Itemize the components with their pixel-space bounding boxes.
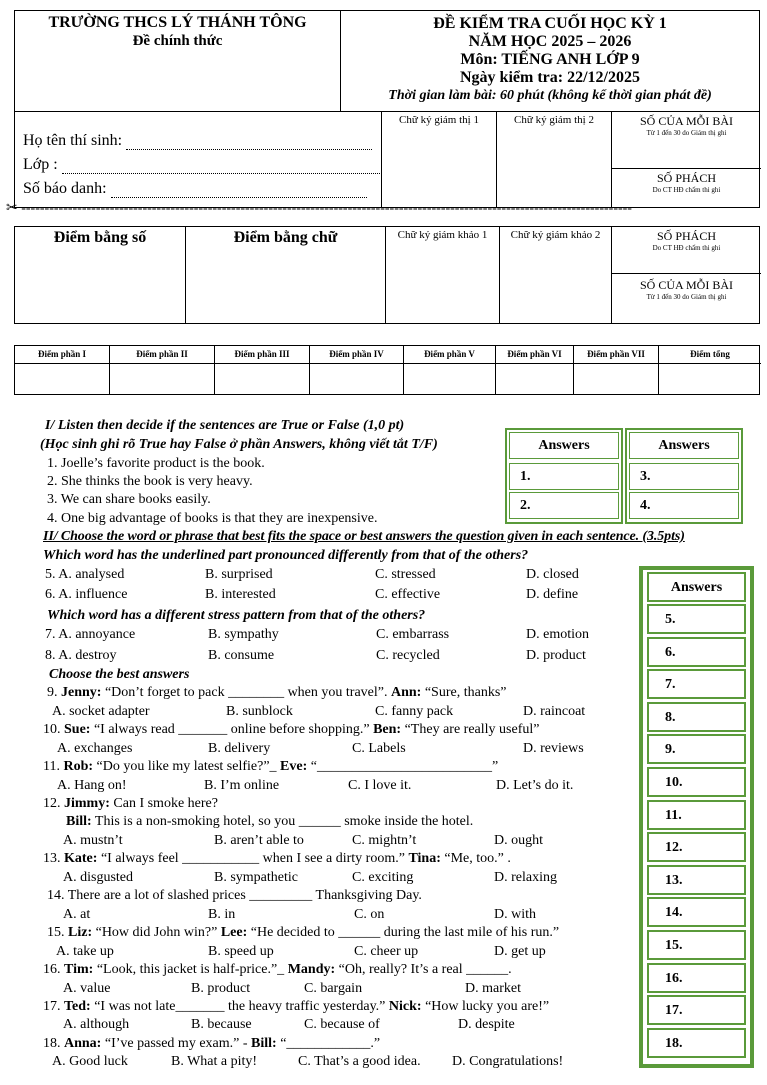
section-1-title: I/ Listen then decide if the sentences are True or False (1,0 pt)	[45, 418, 405, 433]
student-name-field[interactable]	[126, 149, 372, 150]
question-text: 9. Jenny: “Don’t forget to pack ________ when you travel”. Ann: “Sure, thanks”	[47, 685, 507, 700]
answers-header: Answers	[509, 432, 619, 459]
question-text: A. socket adapter	[52, 704, 150, 719]
question-text: B. delivery	[208, 741, 271, 756]
question-text: B. surprised	[205, 567, 273, 582]
part-scores-table	[14, 345, 760, 395]
student-info-box	[14, 112, 760, 208]
part-score-label: Điểm phần IV	[310, 346, 403, 364]
answer-field[interactable]: 12.	[647, 832, 746, 862]
question-text: B. aren’t able to	[214, 833, 304, 848]
answer-2-field[interactable]: 2.	[509, 492, 619, 519]
question-text: 10. Sue: “I always read _______ online before shopping.” Ben: “They are really useful”	[43, 722, 540, 737]
so-moi-bai-note: Từ 1 đến 30 do Giám thị ghi	[646, 129, 727, 137]
question-text: C. fanny pack	[375, 704, 454, 719]
question-text: A. Good luck	[52, 1054, 128, 1069]
question-text: 6. A. influence	[45, 587, 128, 602]
question-text: D. ought	[494, 833, 543, 848]
question-text: B. product	[191, 981, 251, 996]
examiner-signature-2-label: Chữ ký giám khảo 2	[510, 229, 601, 241]
examiner-signature-1-label: Chữ ký giám khảo 1	[397, 229, 488, 241]
candidate-id-field[interactable]	[111, 197, 367, 198]
question-text: B. because	[191, 1017, 252, 1032]
stress-question: Which word has a different stress pattern from that of the others?	[47, 608, 426, 623]
exam-title: ĐỀ KIỂM TRA CUỐI HỌC KỲ 1	[433, 15, 667, 32]
question-text: C. cheer up	[354, 944, 419, 959]
question-text: 12. Jimmy: Can I smoke here?	[43, 796, 218, 811]
school-name: TRƯỜNG THCS LÝ THÁNH TÔNG	[48, 14, 307, 31]
part-score-6[interactable]	[495, 346, 573, 394]
answers-header: Answers	[629, 432, 739, 459]
candidate-id-label: Số báo danh:	[23, 180, 107, 197]
answer-field[interactable]: 11.	[647, 800, 746, 830]
question-text: D. reviews	[523, 741, 584, 756]
question-text: 14. There are a lot of slashed prices _________ Thanksgiving Day.	[47, 888, 422, 903]
question-text: D. despite	[458, 1017, 515, 1032]
part-score-3[interactable]	[214, 346, 309, 394]
class-label: Lớp :	[23, 156, 58, 173]
student-name-row[interactable]	[23, 132, 372, 150]
question-text: D. product	[526, 648, 586, 663]
answer-4-field[interactable]: 4.	[629, 492, 739, 519]
question-text: C. stressed	[375, 567, 436, 582]
answer-field[interactable]: 10.	[647, 767, 746, 797]
question-text: D. relaxing	[494, 870, 557, 885]
question-text: 16. Tim: “Look, this jacket is half-price.”_ Mandy: “Oh, really? It’s a real ______.	[43, 962, 512, 977]
code-cell	[611, 112, 761, 207]
pronunciation-question: Which word has the underlined part pronounced differently from that of the others?	[43, 548, 529, 563]
examiner-signature-1[interactable]	[385, 227, 499, 323]
answer-field[interactable]: 13.	[647, 865, 746, 895]
question-text: C. That’s a good idea.	[298, 1054, 421, 1069]
question-text: 18. Anna: “I’ve passed my exam.” - Bill: “____________.”	[43, 1036, 381, 1051]
question-text: D. emotion	[526, 627, 589, 642]
answers-box-left	[505, 428, 623, 524]
question-text: C. Labels	[352, 741, 406, 756]
score-code-cell	[611, 227, 761, 323]
part-score-2[interactable]	[109, 346, 214, 394]
part-score-label: Điểm phần III	[215, 346, 309, 364]
question-text: B. sympathetic	[214, 870, 298, 885]
proctor-signature-1-label: Chữ ký giám thị 1	[399, 114, 479, 126]
question-text: Bill: This is a non-smoking hotel, so you ______ smoke inside the hotel.	[66, 814, 474, 829]
section-2-title: II/ Choose the word or phrase that best fits the space or best answers the question given in each sentence. (3.5pts)	[43, 529, 685, 544]
proctor-signature-2[interactable]	[496, 112, 611, 207]
question-text: C. exciting	[352, 870, 414, 885]
question-text: A. although	[63, 1017, 130, 1032]
question-text: C. I love it.	[348, 778, 412, 793]
question-text: 5. A. analysed	[45, 567, 125, 582]
answer-field[interactable]: 18.	[647, 1028, 746, 1058]
question-text: 7. A. annoyance	[45, 627, 136, 642]
score-number-cell[interactable]	[15, 227, 185, 323]
answer-field[interactable]: 15.	[647, 930, 746, 960]
question-text: B. sympathy	[208, 627, 279, 642]
score-so-moi-bai-note: Từ 1 đến 30 do Giám thị ghi	[646, 293, 727, 301]
answer-field[interactable]: 5.	[647, 604, 746, 634]
question-text: C. effective	[375, 587, 441, 602]
score-box	[14, 226, 760, 324]
so-moi-bai-label: SỐ CỦA MỖI BÀI	[639, 114, 733, 128]
best-answers-heading: Choose the best answers	[49, 667, 190, 682]
s1-item-2: 2. She thinks the book is very heavy.	[47, 474, 253, 489]
question-text: A. disgusted	[63, 870, 133, 885]
question-text: A. take up	[56, 944, 114, 959]
question-text: D. get up	[494, 944, 546, 959]
proctor-signature-1[interactable]	[381, 112, 496, 207]
question-text: A. Hang on!	[57, 778, 127, 793]
candidate-id-row[interactable]	[23, 180, 367, 198]
question-text: C. recycled	[376, 648, 440, 663]
exam-time: Thời gian làm bài: 60 phút (không kể thời gian phát đề)	[388, 88, 712, 103]
subject: Môn: TIẾNG ANH LỚP 9	[460, 51, 640, 68]
exam-date: Ngày kiểm tra: 22/12/2025	[460, 69, 640, 86]
answer-field[interactable]: 14.	[647, 897, 746, 927]
school-header	[14, 10, 340, 112]
answer-field[interactable]: 16.	[647, 963, 746, 993]
question-text: A. exchanges	[57, 741, 133, 756]
question-text: B. I’m online	[204, 778, 280, 793]
class-field[interactable]	[62, 173, 380, 174]
s1-item-4: 4. One big advantage of books is that they are inexpensive.	[47, 511, 378, 526]
examiner-signature-2[interactable]	[499, 227, 611, 323]
question-text: D. Let’s do it.	[496, 778, 574, 793]
answers-column	[639, 566, 754, 1068]
question-text: C. bargain	[304, 981, 363, 996]
part-score-5[interactable]	[403, 346, 495, 394]
official-label: Đề chính thức	[132, 33, 223, 49]
score-number-label: Điểm bằng số	[53, 229, 147, 246]
answers-column-header: Answers	[647, 572, 746, 602]
part-score-label: Điểm phần I	[15, 346, 109, 364]
question-text: C. on	[354, 907, 385, 922]
question-text: D. raincoat	[523, 704, 586, 719]
question-text: B. speed up	[208, 944, 274, 959]
part-score-4[interactable]	[309, 346, 403, 394]
s1-item-3: 3. We can share books easily.	[47, 492, 211, 507]
section-1-note: (Học sinh ghi rõ True hay False ở phần Answers, không viết tắt T/F)	[40, 437, 438, 452]
part-score-label: Điểm phần V	[404, 346, 495, 364]
question-text: B. consume	[208, 648, 275, 663]
question-text: B. interested	[205, 587, 276, 602]
question-text: B. sunblock	[226, 704, 293, 719]
question-text: D. Congratulations!	[452, 1054, 564, 1069]
question-text: 11. Rob: “Do you like my latest selfie?”_ Eve: “_________________________”	[43, 759, 499, 774]
answers-box-right	[625, 428, 743, 524]
so-phach-label: SỐ PHÁCH	[656, 171, 716, 185]
score-so-phach-label: SỐ PHÁCH	[656, 229, 716, 243]
score-words-label: Điểm bằng chữ	[233, 229, 338, 246]
question-text: 8. A. destroy	[45, 648, 117, 663]
question-text: 17. Ted: “I was not late_______ the heavy traffic yesterday.” Nick: “How lucky you are!”	[43, 999, 550, 1014]
part-score-1[interactable]	[15, 346, 109, 394]
question-text: D. define	[526, 587, 579, 602]
school-year: NĂM HỌC 2025 – 2026	[468, 33, 632, 50]
answer-field[interactable]: 6.	[647, 637, 746, 667]
question-text: 13. Kate: “I always feel ___________ when I see a dirty room.” Tina: “Me, too.” .	[43, 851, 511, 866]
question-text: D. with	[494, 907, 536, 922]
answer-field[interactable]: 9.	[647, 734, 746, 764]
part-score-label: Điểm phần II	[110, 346, 214, 364]
question-text: B. What a pity!	[171, 1054, 258, 1069]
answer-field[interactable]: 8.	[647, 702, 746, 732]
part-score-label: Điểm phần VII	[574, 346, 658, 364]
cut-line: ✂ -----------------------------------------------------------------------------------------------------------------------------------	[6, 201, 632, 216]
proctor-signature-2-label: Chữ ký giám thị 2	[514, 114, 594, 126]
answer-3-field[interactable]: 3.	[629, 463, 739, 490]
total-score-label: Điểm tổng	[659, 346, 761, 364]
score-so-moi-bai-label: SỐ CỦA MỖI BÀI	[639, 278, 733, 292]
student-name-label: Họ tên thí sinh:	[23, 132, 123, 149]
class-row[interactable]	[23, 156, 380, 174]
score-so-phach-note: Do CT HĐ chấm thi ghi	[652, 244, 721, 252]
question-text: D. market	[465, 981, 521, 996]
score-words-cell[interactable]	[185, 227, 385, 323]
question-text: C. mightn’t	[352, 833, 417, 848]
answer-1-field[interactable]: 1.	[509, 463, 619, 490]
question-text: D. closed	[526, 567, 579, 582]
so-phach-note: Do CT HĐ chấm thi ghi	[652, 186, 721, 194]
part-score-label: Điểm phần VI	[496, 346, 573, 364]
question-text: B. in	[208, 907, 236, 922]
question-text: C. embarrass	[376, 627, 450, 642]
question-text: A. mustn’t	[63, 833, 123, 848]
question-text: 15. Liz: “How did John win?” Lee: “He decided to ______ during the last mile of his run.”	[47, 925, 560, 940]
question-text: A. value	[63, 981, 111, 996]
question-text: A. at	[63, 907, 91, 922]
exam-header	[340, 10, 760, 112]
answer-field[interactable]: 7.	[647, 669, 746, 699]
answer-field[interactable]: 17.	[647, 995, 746, 1025]
part-score-7[interactable]	[573, 346, 658, 394]
total-score[interactable]	[658, 346, 761, 394]
s1-item-1: 1. Joelle’s favorite product is the book.	[47, 456, 265, 471]
question-text: C. because of	[304, 1017, 380, 1032]
